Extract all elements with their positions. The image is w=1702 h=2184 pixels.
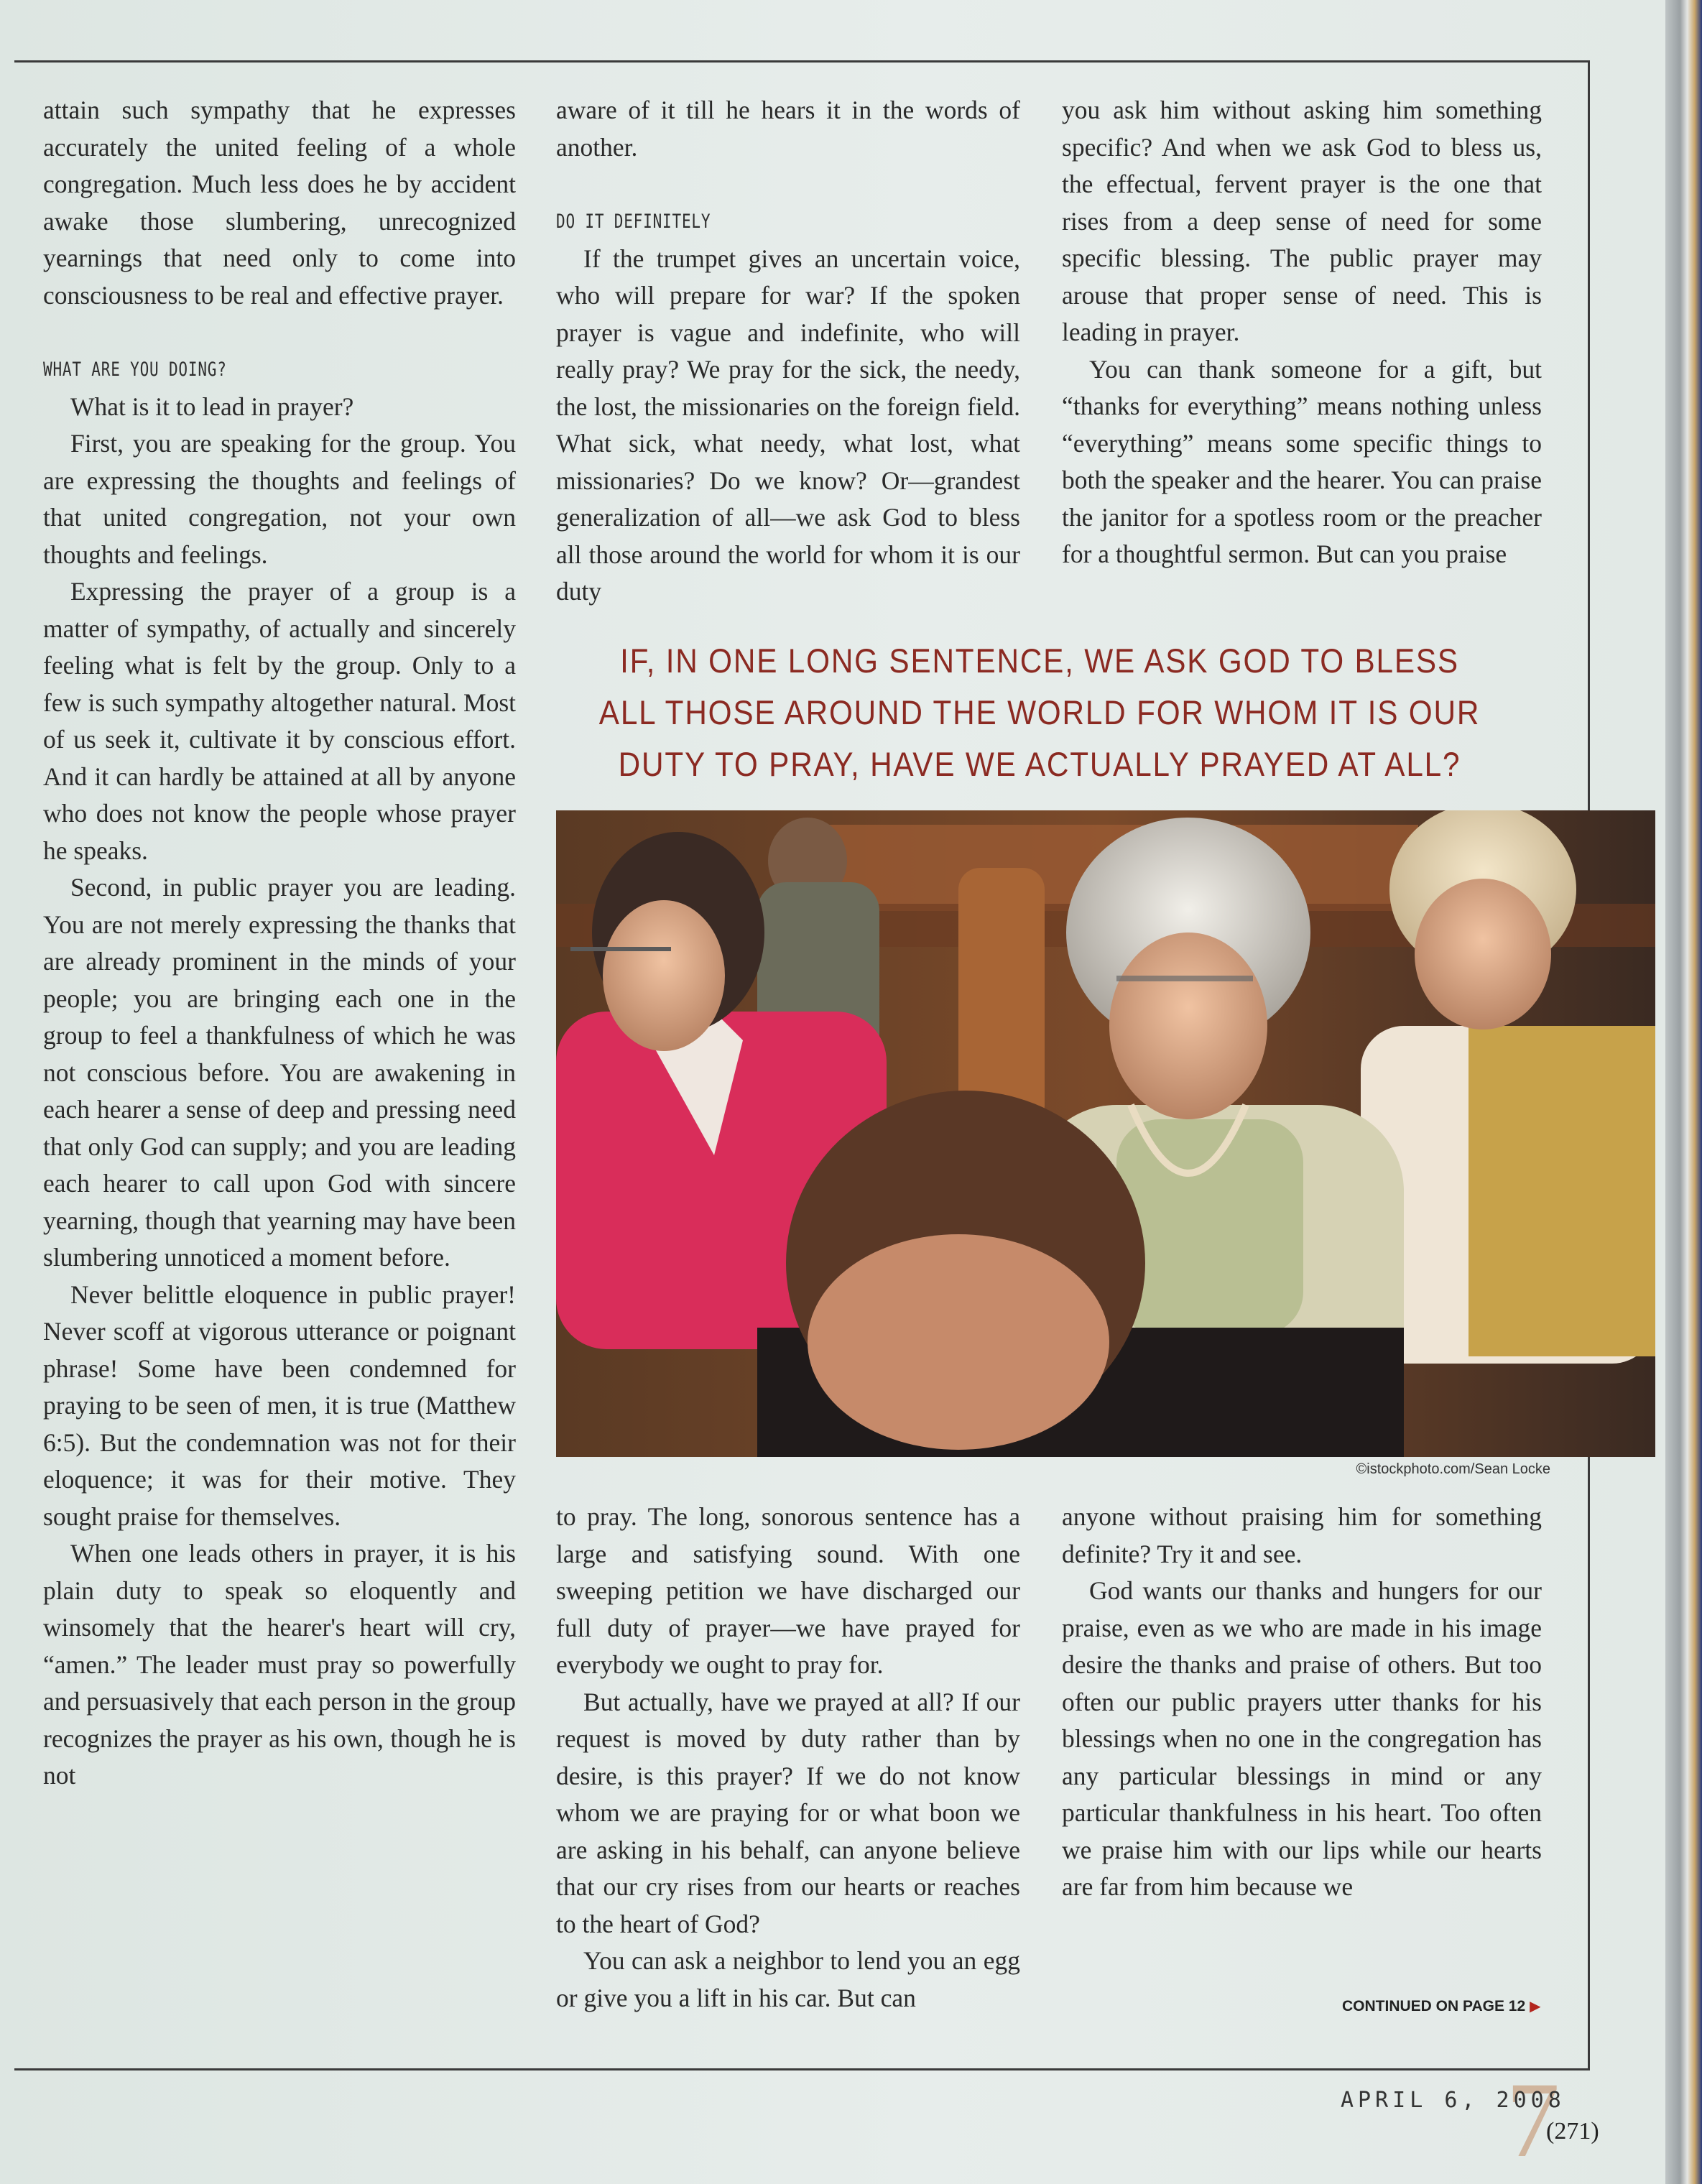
paragraph: You can thank someone for a gift, but “thanks for everything” means nothing unless “everything” means some specific things to both the speaker and the hearer. You can praise the janitor for a spotless room or the preacher for a thoughtful sermon. But can you praise: [1062, 354, 1542, 568]
paragraph: to pray. The long, sonorous sentence has a large and satisfying sound. With one sweeping petition we have discharged our full duty of prayer—we have prayed for everybody we ought to pray for.: [556, 1502, 1020, 1679]
paragraph: Second, in public prayer you are leading. You are not merely expressing the thanks that are already prominent in the minds of your people; you are bringing each one in the group to feel a thankfulness of which he was not conscious before. You are awakening in each hearer a sense of deep and pressing need that only God can supply; and you are leading each hearer to call upon God with sincere yearning, though that yearning may have been slumbering unnoticed a moment before.: [43, 873, 516, 1272]
page-edge: [1665, 0, 1702, 2184]
column-2-bottom: [556, 1499, 1020, 2017]
column-3-top: [1062, 92, 1542, 573]
paragraph: But actually, have we prayed at all? If our request is moved by duty rather than by desire, is this prayer? If we do not know whom we are praying for or what boon we are asking in his behalf, can anyone believe that our cry rises from our hearts or reaches to the heart of God?: [556, 1687, 1020, 1938]
paragraph: anyone without praising him for something definite? Try it and see.: [1062, 1502, 1542, 1568]
paragraph: aware of it till he hears it in the words of another.: [556, 96, 1020, 162]
magazine-logo-seven: 7: [1506, 2060, 1560, 2180]
paragraph: When one leads others in prayer, it is his plain duty to speak so eloquently and winsomely that the hearer's heart will cry, “amen.” The leader must pray so powerfully and persuasively that each person in the group recognizes the prayer as his own, though he is not: [43, 1539, 516, 1790]
paragraph: God wants our thanks and hungers for our praise, even as we who are made in his image desire the thanks and praise of others. But too often our public prayers utter thanks for his blessings when no one in the congregation has any particular blessings in mind or any particular thankfulness in his heart. Too often we praise him with our lips while our hearts are far from him because we: [1062, 1576, 1542, 1901]
section-heading: DO IT DEFINITELY: [556, 210, 711, 233]
paragraph: What is it to lead in prayer?: [70, 392, 354, 421]
column-3-bottom: [1062, 1499, 1542, 1906]
pull-quote: [568, 635, 1512, 790]
continued-label: CONTINUED ON PAGE 12: [1342, 1998, 1526, 2014]
paragraph: If the trumpet gives an uncertain voice, who will prepare for war? If the spoken prayer is vague and indefinite, who will really pray? We pray for the sick, the needy, the lost, the missionaries on the foreign field. What sick, what needy, what lost, what missionaries? Do we know? Or—grandest generalization of all—we ask God to bless all those around the world for whom it is our duty: [556, 244, 1020, 606]
photo-credit: ©istockphoto.com/Sean Locke: [1356, 1461, 1550, 1477]
pull-quote-line: IF, IN ONE LONG SENTENCE, WE ASK GOD TO BLESS: [620, 642, 1459, 680]
paragraph: First, you are speaking for the group. You are expressing the thoughts and feelings of that united congregation, not your own thoughts and feelings.: [43, 429, 516, 569]
issue-date: APRIL 6, 2008: [1341, 2088, 1565, 2113]
paragraph: attain such sympathy that he expresses accurately the united feeling of a whole congregation. Much less does he by accident awake those slumbering, unrecognized yearnings that need only to come into consciousness to be real and effective prayer.: [43, 96, 516, 310]
continued-link[interactable]: [1342, 1997, 1541, 2015]
paragraph: you ask him without asking him something specific? And when we ask God to bless us, the effectual, fervent prayer is the one that rises from a deep sense of need for some specific blessing. The public prayer may arouse that proper sense of need. This is leading in prayer.: [1062, 96, 1542, 346]
congregation-photo: [556, 810, 1655, 1457]
paragraph: Expressing the prayer of a group is a matter of sympathy, of actually and sincerely feeling what is felt by the group. Only to a few is such sympathy altogether natural. Most of us seek it, cultivate it by conscious effort. And it can hardly be attained at all by anyone who does not know the people whose prayer he speaks.: [43, 577, 516, 865]
page-number: (271): [1546, 2118, 1599, 2144]
pull-quote-line: ALL THOSE AROUND THE WORLD FOR WHOM IT IS OUR: [598, 693, 1481, 731]
triangle-right-icon: ▶: [1530, 1999, 1541, 2014]
paragraph: Never belittle eloquence in public prayer! Never scoff at vigorous utterance or poignant phrase! Some have been condemned for praying to be seen of men, it is true (Matthew 6:5). But the condemnation was not for their eloquence; it was for their motive. They sought praise for themselves.: [43, 1280, 516, 1531]
photo-illustration: [556, 810, 1655, 1457]
column-2-top: [556, 92, 1020, 611]
paragraph: You can ask a neighbor to lend you an egg or give you a lift in his car. But can: [556, 1946, 1020, 2012]
pull-quote-line: DUTY TO PRAY, HAVE WE ACTUALLY PRAYED AT ALL?: [618, 745, 1461, 783]
column-1: [43, 92, 516, 1795]
section-heading: WHAT ARE YOU DOING?: [43, 358, 227, 381]
